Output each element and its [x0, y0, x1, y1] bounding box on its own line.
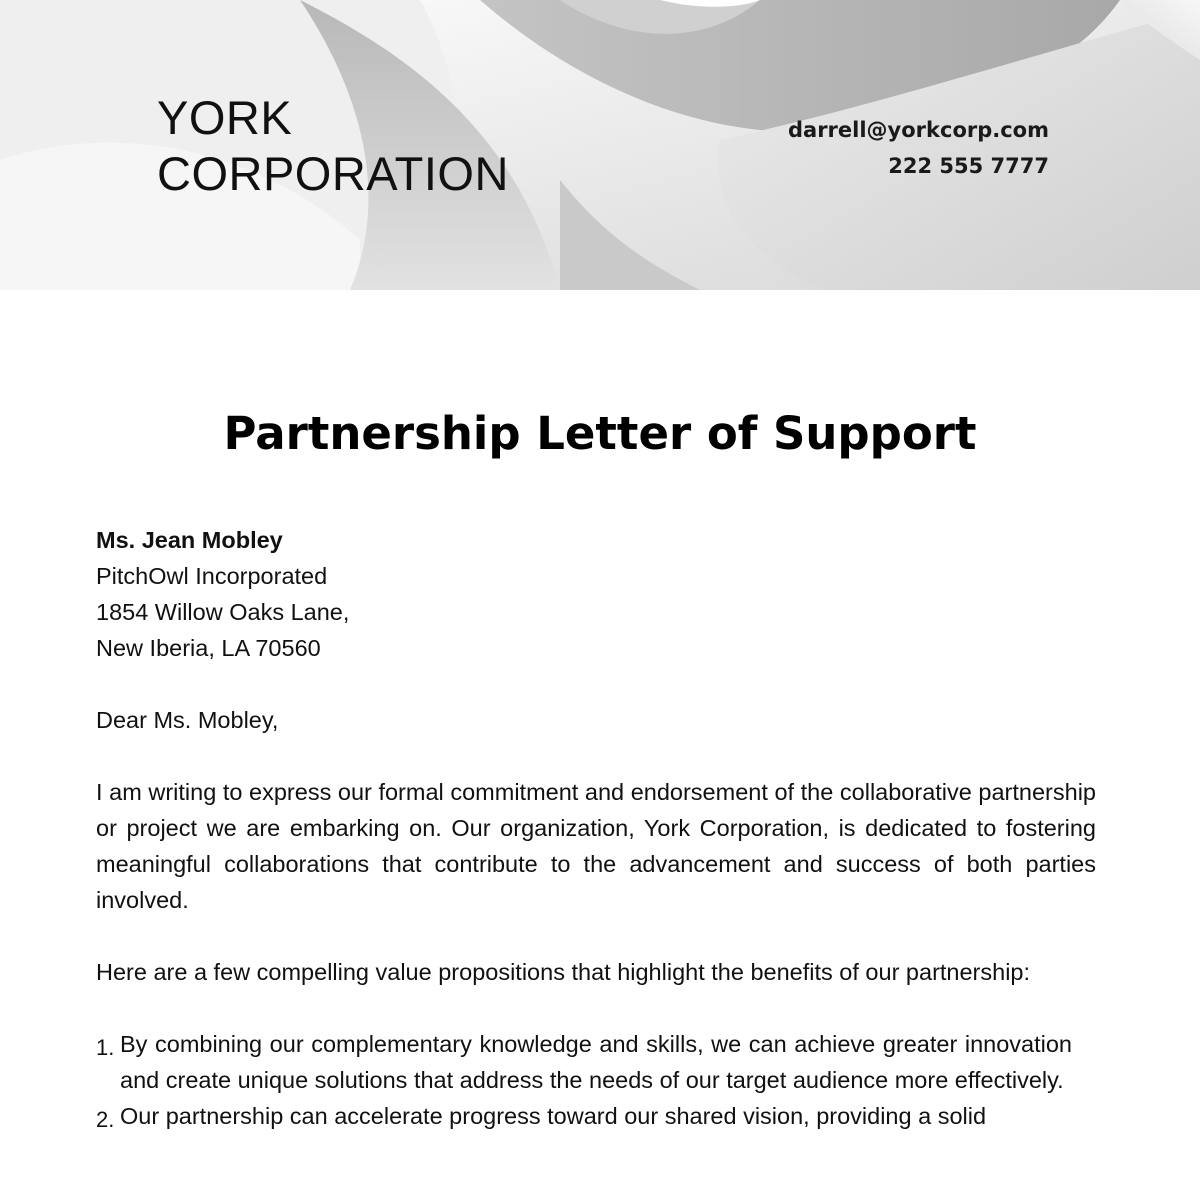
letter-body — [96, 522, 1096, 1134]
contact-info — [788, 112, 1049, 184]
company-name-line2: CORPORATION — [157, 147, 509, 200]
list-item — [96, 1026, 1072, 1098]
contact-email: darrell@yorkcorp.com — [788, 118, 1049, 142]
document-title: Partnership Letter of Support — [223, 407, 977, 460]
recipient-address-line2: New Iberia, LA 70560 — [96, 635, 321, 661]
paragraph-intro: I am writing to express our formal commitment and endorsement of the collaborative partnership or project we are embarking on. Our organization, York Corporation, is dedicated to fostering meaningful collaborations that contribute to the advancement and success of both parties involved. — [96, 779, 1096, 913]
list-item-text: By combining our complementary knowledge and skills, we can achieve greater innovation and create unique solutions that address the needs of our target audience more effectively. — [120, 1031, 1072, 1093]
list-item — [96, 1098, 1072, 1134]
list-item-text: Our partnership can accelerate progress toward our shared vision, providing a solid — [120, 1103, 987, 1129]
salutation: Dear Ms. Mobley, — [96, 707, 279, 733]
list-item-number: 2. — [96, 1107, 115, 1132]
recipient-company: PitchOwl Incorporated — [96, 563, 328, 589]
company-name — [157, 90, 509, 202]
recipient-address-line1: 1854 Willow Oaks Lane, — [96, 599, 350, 625]
list-item-number: 1. — [96, 1035, 115, 1060]
company-name-line1: YORK — [157, 91, 293, 144]
value-propositions-list — [96, 1026, 1096, 1134]
contact-phone: 222 555 7777 — [888, 154, 1049, 178]
recipient-name: Ms. Jean Mobley — [96, 527, 283, 553]
paragraph-value-propositions: Here are a few compelling value propositions that highlight the benefits of our partnership: — [96, 959, 1031, 985]
letterhead-banner — [0, 0, 1200, 290]
recipient-block — [96, 522, 1096, 666]
